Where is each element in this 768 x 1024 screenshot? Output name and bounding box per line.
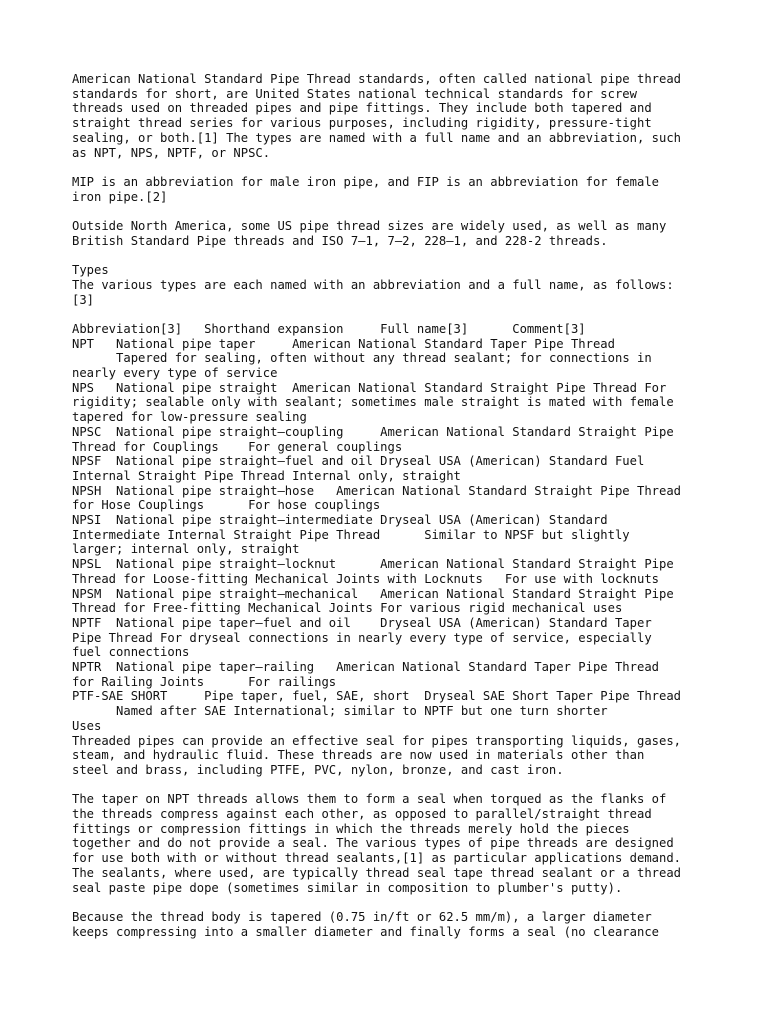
thread-body-paragraph: Because the thread body is tapered (0.75 in/ft or 62.5 mm/m), a larger diameter keeps compressing into a smaller diameter and finally forms a seal (no clearance [72,909,659,939]
types-table-and-uses: Abbreviation[3] Shorthand expansion Full name[3] Comment[3] NPT National pipe taper American National Standard Taper Pipe Thread Tapered for sealing, often without any thread sealant; for connections in nearly every type of service NPS National pipe straight American National Standard Straight Pipe Thread For rigidity; sealable only with sealant; sometimes male straight is mated with female tapered for low-pressure sealing NPSC National pipe straight–coupling American National Standard Straight Pipe Thread for Couplings For general couplings NPSF National pipe straight–fuel and oil Dryseal USA (American) Standard Fuel Internal Straight Pipe Thread Internal only, straight NPSH National pipe straight–hose American National Standard Straight Pipe Thread for Hose Couplings For hose couplings NPSI National pipe straight–intermediate Dryseal USA (American) Standard Intermediate Internal Straight Pipe Thread Similar to NPSF but slightly larger; internal only, straight NPSL National pipe straight–locknut American National Standard Straight Pipe Thread for Loose-fitting Mechanical Joints with Locknuts For use with locknuts NPSM National pipe straight–mechanical American National Standard Straight Pipe Thread for Free-fitting Mechanical Joints For various rigid mechanical uses NPTF National pipe taper–fuel and oil Dryseal USA (American) Standard Taper Pipe Thread For dryseal connections in nearly every type of service, especially fuel connections NPTR National pipe taper–railing American National Standard Taper Pipe Thread for Railing Joints For railings PTF-SAE SHORT Pipe taper, fuel, SAE, short Dryseal SAE Short Taper Pipe Thread Named after SAE International; similar to NPTF but one turn shorter Uses Threaded pipes can provide an effective seal for pipes transporting liquids, gases, steam, and hydraulic fluid. These threads are now used in materials other than steel and brass, including PTFE, PVC, nylon, bronze, and cast iron. [72,321,682,777]
intro-paragraph: American National Standard Pipe Thread standards, often called national pipe thread standards for short, are United States national technical standards for screw threads used on threaded pipes and pipe fittings. They include both tapered and straight thread series for various purposes, including rigidity, pressure-tight sealing, or both.[1] The types are named with a full name and an abbreviation, such as NPT, NPS, NPTF, or NPSC. [72,72,682,160]
document-page [72,72,732,939]
taper-paragraph: The taper on NPT threads allows them to form a seal when torqued as the flanks of the threads compress against each other, as opposed to parallel/straight thread fittings or compression fittings in which the threads merely hold the pieces together and do not provide a seal. The various types of pipe threads are designed for use both with or without thread sealants,[1] as particular applications demand. The sealants, where used, are typically thread seal tape thread sealant or a thread seal paste pipe dope (sometimes similar in composition to plumber's putty). [72,792,682,895]
outside-na-paragraph: Outside North America, some US pipe thread sizes are widely used, as well as many British Standard Pipe threads and ISO 7–1, 7–2, 228–1, and 228-2 threads. [72,219,667,248]
mip-fip-paragraph: MIP is an abbreviation for male iron pipe, and FIP is an abbreviation for female iron pipe.[2] [72,174,659,204]
types-section: Types The various types are each named with an abbreviation and a full name, as follows: [3] [72,263,674,307]
